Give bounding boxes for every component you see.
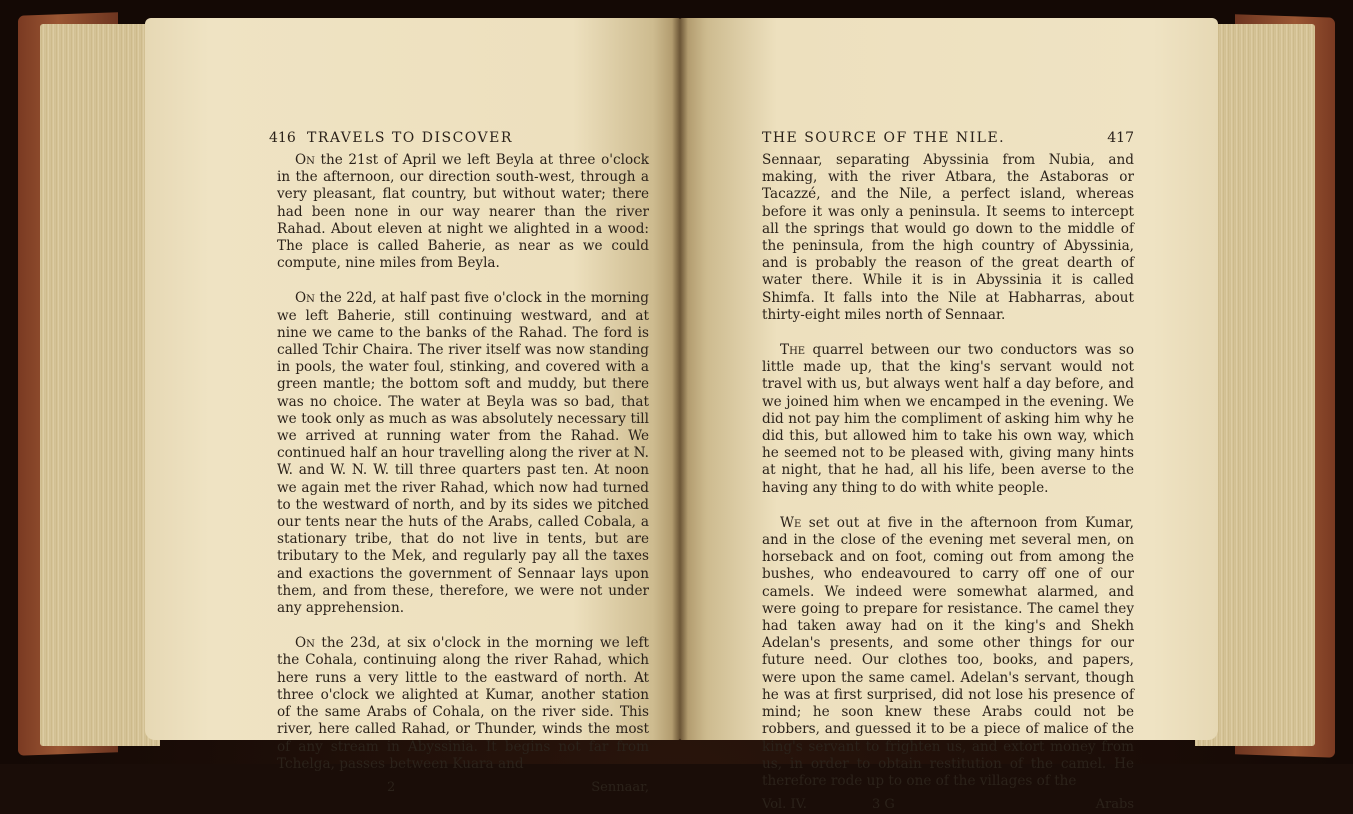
right-page-text <box>762 130 1134 814</box>
paragraph <box>762 152 1134 324</box>
signature-mark: 3 G <box>872 797 895 813</box>
paragraph <box>762 342 1134 497</box>
paragraph-text: set out at five in the afternoon from Kumar, and in the close of the evening met several men, on horseback and on foot, coming out from among the bushes, who endeavoured to carry off one of our camels. We indeed were somewhat alarmed, and were going to prepare for resistance. The camel they had taken away had on it the king's and Shekh Adelan's presents, and some other things for our future need. Our clothes too, books, and papers, were upon the same camel. Adelan's servant, though he was at first surprised, did not lose his presence of mind; he soon knew these Arabs could not be robbers, and guessed it to be a piece of malice of the king's servant to frighten us, and extort money from us, in order to obtain restitution of the camel. He therefore rode up to one of the villages of the <box>762 514 1135 789</box>
right-page-header <box>762 130 1134 152</box>
paragraph <box>277 635 649 773</box>
book-gutter <box>672 18 688 740</box>
volume-label: Vol. IV. <box>762 797 807 813</box>
left-page-footer <box>277 779 649 797</box>
paragraph <box>277 290 649 617</box>
right-page-number: 417 <box>1107 130 1134 146</box>
right-page-footer <box>762 796 1134 814</box>
left-page-header <box>269 130 649 152</box>
paragraph-lead: The <box>780 342 806 359</box>
paragraph-lead: On <box>295 152 315 168</box>
paragraph-lead: We <box>780 514 802 531</box>
catchword: Arabs <box>1095 797 1134 813</box>
paragraph <box>277 152 649 272</box>
signature-mark: 2 <box>387 779 396 795</box>
paragraph-text: the 21st of April we left Beyla at three o'clock in the afternoon, our direction south-west, through a very pleasant, flat country, but without water; there had been none in our way nearer than the river Rahad. About eleven at night we alighted in a wood: The place is called Baherie, as near as we could compute, nine miles from Beyla. <box>277 152 649 272</box>
paragraph-lead: On <box>295 290 315 307</box>
page-edges-left <box>40 24 160 746</box>
paragraph-text: the 23d, at six o'clock in the morning we left the Cohala, continuing along the river Rahad, which here runs a very little to the eastward of north. At three o'clock we alighted at Kumar, another station of the same Arabs of Cohala, on the river side. This river, here called Rahad, or Thunder, winds the most of any stream in Abyssinia. It begins not far from Tchelga, passes between Kuara and <box>277 635 649 772</box>
paragraph-text: the 22d, at half past five o'clock in the morning we left Baherie, still continuing westward, and at nine we came to the banks of the Rahad. The ford is called Tchir Chaira. The river itself was now standing in pools, the water foul, stinking, and covered with a green mantle; the bottom soft and muddy, but there was no choice. The water at Beyla was so bad, that we took only as much as was absolutely necessary till we arrived at running water from the Rahad. We continued half an hour travelling along the river at N. W. and W. N. W. till three quarters past ten. At noon we again met the river Rahad, which now had turned to the westward of north, and by its sides we pitched our tents near the huts of the Arabs, called Cobala, a stationary tribe, that do not live in tents, but are tributary to the Mek, and regularly pay all the taxes and exactions the government of Sennaar lays upon them, and from these, therefore, we were not under any apprehension. <box>277 290 649 617</box>
paragraph-lead: On <box>295 635 315 652</box>
left-page <box>145 18 680 795</box>
paragraph-text: Sennaar, separating Abyssinia from Nubia, and making, with the river Atbara, the Astaboras or Tacazzé, and the Nile, a perfect island, whereas before it was only a peninsula. It seems to intercept all the springs that would go down to the middle of the peninsula, from the high country of Abyssinia, and is probably the reason of the great dearth of water there. While it is in Abyssinia it is called Shimfa. It falls into the Nile at Habharras, about thirty-eight miles north of Sennaar. <box>762 152 1134 323</box>
left-running-title: TRAVELS TO DISCOVER <box>307 130 513 146</box>
paragraph-text: quarrel between our two conductors was so little made up, that the king's servant would not travel with us, but always went half a day before, and we joined him when we encamped in the evening. We did not pay him the compliment of asking him why he did this, but allowed him to take his own way, which he seemed not to be pleased with, giving many hints at night, that he had, all his life, been averse to the having any thing to do with white people. <box>762 342 1134 496</box>
right-running-title: THE SOURCE OF THE NILE. <box>762 130 1006 146</box>
catchword: Sennaar, <box>591 779 649 795</box>
left-page-number: 416 <box>269 130 296 146</box>
paragraph <box>762 515 1134 790</box>
left-page-text <box>269 130 649 797</box>
right-page <box>680 18 1218 813</box>
